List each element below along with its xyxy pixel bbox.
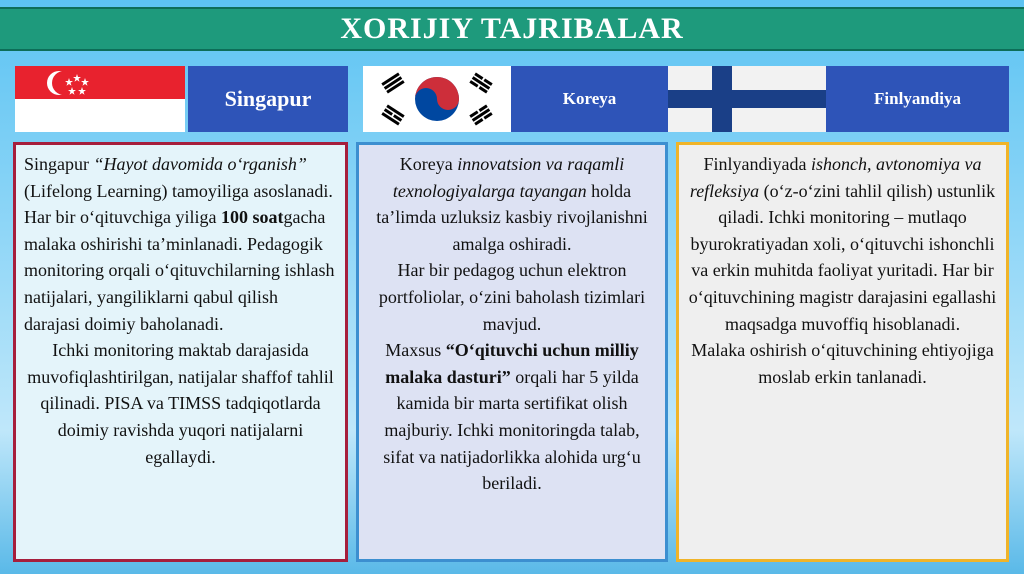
finland-paragraph-1: [687, 151, 998, 337]
korea-text-2: Har bir pedagog uchun elektron portfoliolar, o‘zini baholash tizimlari mavjud.: [378, 260, 646, 334]
korea-text-3b: “O‘qituvchi uchun milliy malaka dasturi”: [385, 340, 639, 387]
korea-text-3a: Maxsus: [385, 340, 446, 361]
singapore-flag-icon: [15, 66, 185, 132]
korea-flag: [363, 66, 511, 132]
korea-paragraph-3: [367, 337, 657, 497]
singapore-text-2: Ichki monitoring maktab darajasida muvofiqlashtirilgan, natijalar shaffof tahlil qilinadi. PISA va TIMSS tadqiqotlarda doimiy ravishda yuqori natijalarni egallaydi.: [27, 340, 334, 467]
finland-flag: [668, 66, 826, 132]
korea-panel: [356, 142, 668, 562]
label-koreya-text: Koreya: [562, 89, 617, 108]
singapore-panel: [13, 142, 348, 562]
singapore-text-1b: “Hayot davomida o‘rganish”: [93, 154, 307, 174]
label-koreya: [511, 66, 668, 132]
korea-text-1c: holda ta’limda uzluksiz kasbiy rivojlanishni amalga oshiradi.: [376, 180, 648, 254]
singapore-text-1a: Singapur: [24, 154, 94, 174]
finland-text-2: Malaka oshirish o‘qituvchining ehtiyojiga moslab erkin tanlanadi.: [691, 340, 994, 387]
singapore-flag: [15, 66, 185, 132]
korea-text-3c: orqali har 5 yilda kamida bir marta sertifikat olish majburiy. Ichki monitoringda talab, sifat va natijadorlikka alohida urg‘u beriladi.: [383, 366, 641, 494]
finland-text-1b: ishonch, avtonomiya va refleksiya: [689, 154, 982, 201]
singapore-text-1c: (Lifelong Learning) tamoyiliga asoslanadi. Har bir o‘qituvchiga yiliga: [24, 180, 333, 228]
singapore-paragraph-2: [24, 337, 337, 470]
label-singapur-text: Singapur: [224, 86, 312, 111]
finland-paragraph-2: [687, 337, 998, 390]
korea-paragraph-2: [367, 257, 657, 337]
singapore-paragraph-1: [24, 151, 337, 337]
finland-flag-icon: [668, 66, 826, 132]
korea-flag-icon: [363, 66, 511, 132]
finland-text-1c: (o‘z-o‘zini tahlil qilish) ustunlik qiladi. Ichki monitoring – mutlaqo byurokratiyadan xoli, o‘qituvchi ishonchli va erkin muhitda faoliyat yuritadi. Har bir o‘qituvchining magistr darajasini egallashi maqsadga muvoffiq hisoblanadi.: [688, 180, 997, 334]
singapore-text-1d: 100 soat: [220, 207, 284, 228]
korea-text-1a: Koreya: [399, 154, 458, 174]
korea-paragraph-1: [367, 151, 657, 257]
title-bar: [0, 7, 1024, 51]
label-finlyandiya-text: Finlyandiya: [874, 89, 961, 108]
korea-text-1b: innovatsion va raqamli texnologiyalarga tayangan: [392, 154, 625, 201]
label-singapur: [188, 66, 348, 132]
finland-text-1a: Finlyandiyada: [703, 154, 811, 174]
page-title: XORIJIY TAJRIBALAR: [340, 12, 684, 45]
singapore-text-1e: gacha malaka oshirishi ta’minlanadi. Pedagogik monitoring orqali o‘qituvchilarning ishlash natijalari, yangiliklarni qabul qilish darajasi doimiy baholanadi.: [24, 207, 335, 334]
label-finlyandiya: [826, 66, 1009, 132]
finland-panel: [676, 142, 1009, 562]
